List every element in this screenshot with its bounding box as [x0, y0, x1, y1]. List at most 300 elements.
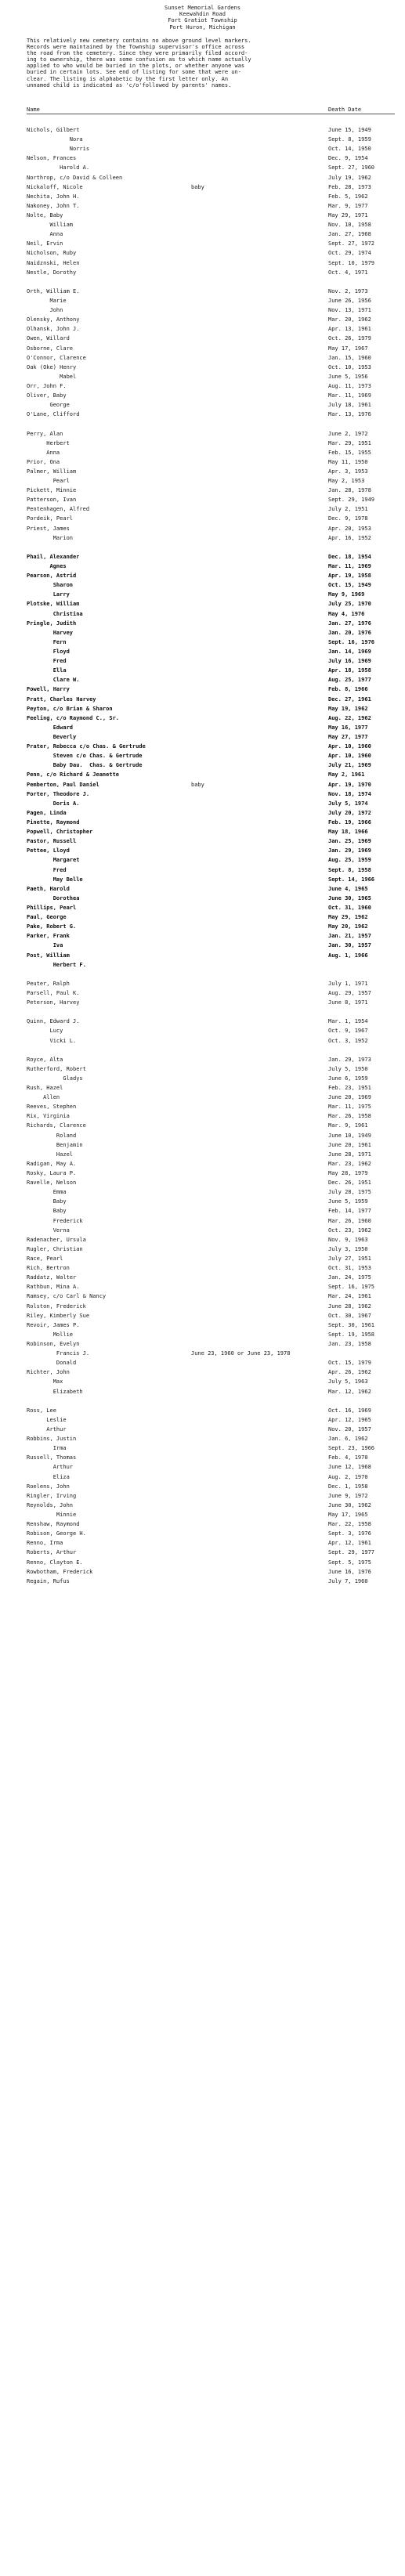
burial-name: Pinette, Raymond — [27, 818, 80, 826]
burial-entry — [27, 1540, 395, 1549]
burial-death-date: Apr. 19, 1970 — [328, 781, 371, 788]
burial-death-date: Oct. 31, 1953 — [328, 1265, 371, 1272]
burial-name: Benjamin — [27, 1141, 83, 1148]
burial-name: Rutherford, Robert — [27, 1065, 86, 1072]
burial-death-date: June 28, 1971 — [328, 1151, 371, 1158]
burial-entry — [27, 1180, 395, 1189]
burial-entry — [27, 1094, 395, 1104]
burial-entry — [27, 1426, 395, 1436]
burial-name: Vicki L. — [27, 1037, 77, 1044]
burial-death-date: Oct. 4, 1971 — [328, 269, 368, 276]
name-column-header: Name — [27, 107, 40, 113]
burial-entry — [27, 450, 395, 459]
burial-entry — [27, 1265, 395, 1274]
burial-death-date: Nov. 9, 1963 — [328, 1236, 368, 1243]
burial-entry — [27, 1274, 395, 1284]
burial-name: Reynolds, John — [27, 1501, 74, 1508]
burial-name: Ramsey, c/o Carl & Nancy — [27, 1293, 107, 1300]
burial-entry — [27, 696, 395, 706]
burial-death-date: June 15, 1949 — [328, 127, 371, 133]
burial-entry — [27, 771, 395, 781]
intro-line: buried in certain lots. See end of listing for some that were un- — [27, 69, 241, 76]
burial-entry — [27, 335, 395, 345]
burial-name: Popwell, Christopher — [27, 829, 93, 836]
burial-death-date: Mar. 12, 1962 — [328, 1388, 371, 1395]
section-gap — [27, 1047, 395, 1057]
burial-death-date: Apr. 12, 1961 — [328, 1540, 371, 1547]
burial-death-date: May 20, 1962 — [328, 923, 368, 930]
burial-name: Prior, Ona — [27, 458, 60, 465]
burial-death-date: Oct. 16, 1969 — [328, 1407, 371, 1414]
burial-name: Russell, Thomas — [27, 1454, 77, 1461]
burial-death-date: July 2, 1951 — [328, 506, 368, 513]
burial-death-date: Apr. 26, 1962 — [328, 1369, 371, 1376]
burial-death-date: Aug. 25, 1959 — [328, 857, 371, 864]
burial-death-date: June 12, 1968 — [328, 1464, 371, 1471]
burial-death-date: Sept. 10, 1979 — [328, 259, 375, 266]
burial-death-date: Oct. 26, 1979 — [328, 335, 371, 342]
burial-death-date: Jan. 14, 1969 — [328, 649, 371, 656]
burial-entry — [27, 667, 395, 677]
burial-entry — [27, 630, 395, 639]
burial-entry — [27, 146, 395, 155]
burial-death-date: Mar. 11, 1969 — [328, 563, 371, 570]
burial-entry — [27, 506, 395, 515]
burial-death-date: Sept. 30, 1961 — [328, 1321, 375, 1328]
burial-entry — [27, 316, 395, 326]
burial-death-date: July 21, 1969 — [328, 762, 371, 769]
burial-name: Peyton, c/o Brian & Sharon — [27, 705, 113, 712]
burial-entry — [27, 601, 395, 610]
burial-entry — [27, 1521, 395, 1530]
burial-entry — [27, 535, 395, 544]
burial-name: Hazel — [27, 1151, 74, 1158]
burial-entry — [27, 1322, 395, 1331]
burial-name: Powell, Harry — [27, 686, 70, 693]
burial-name: Steven c/o Chas. & Gertrude — [27, 753, 143, 760]
burial-name: Larry — [27, 591, 70, 598]
burial-name: Orr, John F. — [27, 382, 67, 389]
burial-name: Pratt, Charles Harvey — [27, 695, 96, 703]
burial-entry — [27, 724, 395, 734]
burial-entry — [27, 1445, 395, 1454]
burial-death-date: Apr. 12, 1965 — [328, 1416, 371, 1423]
burial-death-date: Apr. 16, 1952 — [328, 534, 371, 541]
burial-name: Emma — [27, 1189, 67, 1196]
burial-name: Priest, James — [27, 525, 70, 532]
burial-death-date: May 11, 1950 — [328, 458, 368, 465]
burial-name: Pickett, Minnie — [27, 487, 77, 494]
burial-death-date: Oct. 14, 1950 — [328, 146, 371, 153]
burial-name: Herbert F. — [27, 961, 86, 968]
burial-name: Nickaloff, Nicole — [27, 183, 83, 190]
burial-death-date: Sept. 14, 1966 — [328, 876, 375, 883]
burial-entry — [27, 203, 395, 212]
burial-name: Nelson, Frances — [27, 155, 77, 162]
burial-name: Baby Dau. Chas. & Gertrude — [27, 762, 143, 769]
burial-name: Pastor, Russell — [27, 838, 77, 845]
burial-entry — [27, 184, 395, 193]
burial-name: Rugler, Christian — [27, 1245, 83, 1252]
burial-entry — [27, 526, 395, 535]
burial-entry — [27, 1104, 395, 1113]
burial-death-date: Dec. 27, 1961 — [328, 695, 371, 703]
burial-death-date: Apr. 13, 1961 — [328, 326, 371, 333]
burial-death-date: Dec. 9, 1978 — [328, 515, 368, 522]
section-gap — [27, 1398, 395, 1407]
section-gap — [27, 421, 395, 430]
burial-name: Perry, Alan — [27, 430, 63, 437]
burial-name: Pearson, Astrid — [27, 573, 77, 580]
burial-death-date: Jan. 23, 1958 — [328, 1341, 371, 1347]
burial-name: Riley, Kimberly Sue — [27, 1312, 90, 1319]
burial-entry — [27, 1237, 395, 1246]
burial-name: Raddatz, Walter — [27, 1274, 77, 1281]
burial-name: Norris — [27, 146, 90, 153]
burial-name: Olhansk, John J. — [27, 326, 80, 333]
intro-line: unnamed child is indicated as 'c/o'followed by parents' names. — [27, 81, 232, 89]
burial-entry — [27, 222, 395, 231]
burial-death-date: Aug. 2, 1970 — [328, 1473, 368, 1480]
burial-entry — [27, 743, 395, 753]
burial-entry — [27, 1170, 395, 1180]
burial-entry — [27, 1028, 395, 1037]
burial-entry — [27, 981, 395, 990]
burial-death-date: Mar. 20, 1962 — [328, 316, 371, 323]
burial-death-date: May 18, 1966 — [328, 829, 368, 836]
burial-entry — [27, 1038, 395, 1047]
burial-list — [27, 127, 395, 1588]
document-header — [0, 5, 405, 31]
burial-death-date: May 17, 1967 — [328, 345, 368, 352]
burial-entry — [27, 1341, 395, 1350]
burial-entry — [27, 326, 395, 335]
burial-entry — [27, 1569, 395, 1578]
burial-name: Arthur — [27, 1464, 74, 1471]
burial-entry — [27, 431, 395, 440]
burial-entry — [27, 715, 395, 724]
burial-death-date: Feb. 19, 1966 — [328, 818, 371, 826]
burial-death-date: June 20, 1961 — [328, 1141, 371, 1148]
burial-entry — [27, 1085, 395, 1094]
burial-death-date: Aug. 25, 1977 — [328, 677, 371, 684]
burial-entry — [27, 345, 395, 355]
burial-death-date: Jan. 25, 1969 — [328, 838, 371, 845]
burial-entry — [27, 487, 395, 497]
burial-death-date: June 26, 1956 — [328, 297, 371, 304]
burial-death-date: June 16, 1976 — [328, 1568, 371, 1575]
burial-name: Royce, Alta — [27, 1056, 63, 1063]
burial-entry — [27, 1578, 395, 1588]
burial-entry — [27, 1331, 395, 1341]
burial-death-date: Jan. 21, 1957 — [328, 933, 371, 940]
burial-death-date: Mar. 29, 1951 — [328, 439, 371, 446]
burial-death-date: Aug. 1, 1966 — [328, 952, 368, 959]
burial-entry — [27, 952, 395, 962]
burial-name: Nestle, Dorothy — [27, 269, 77, 276]
burial-name: Revoir, James P. — [27, 1321, 80, 1328]
burial-name: O'Connor, Clarence — [27, 354, 86, 361]
burial-death-date: Feb. 5, 1962 — [328, 193, 368, 200]
burial-name: Marion — [27, 534, 74, 541]
burial-entry — [27, 1161, 395, 1170]
burial-death-date: Sept. 16, 1976 — [328, 638, 375, 645]
burial-death-date: June 30, 1965 — [328, 894, 371, 901]
burial-entry — [27, 1151, 395, 1161]
burial-name: Porter, Theodore J. — [27, 790, 90, 797]
burial-death-date: Feb. 4, 1970 — [328, 1454, 368, 1461]
burial-death-date: June 4, 1965 — [328, 885, 368, 892]
burial-entry — [27, 649, 395, 658]
burial-name: Verna — [27, 1227, 70, 1234]
burial-entry — [27, 136, 395, 146]
burial-entry — [27, 1208, 395, 1217]
section-gap — [27, 544, 395, 554]
burial-entry — [27, 762, 395, 771]
burial-entry — [27, 193, 395, 203]
burial-entry — [27, 1313, 395, 1322]
burial-name: Harold A. — [27, 164, 90, 172]
burial-entry — [27, 620, 395, 630]
burial-name: Rowbotham, Frederick — [27, 1568, 93, 1575]
burial-name: Peterson, Harvey — [27, 999, 80, 1006]
burial-entry — [27, 1369, 395, 1378]
burial-entry — [27, 1075, 395, 1085]
burial-entry — [27, 829, 395, 838]
burial-name: Renshaw, Raymond — [27, 1521, 80, 1528]
burial-entry — [27, 1350, 395, 1360]
burial-death-date: Feb. 15, 1955 — [328, 449, 371, 456]
burial-name: Neil, Ervin — [27, 240, 63, 247]
burial-entry — [27, 1512, 395, 1521]
burial-death-date: Sept. 3, 1976 — [328, 1530, 371, 1537]
burial-name: Lucy — [27, 1028, 63, 1035]
intro-line: This relatively new cemetery contains no above ground level markers. — [27, 38, 251, 44]
burial-name: Patterson, Ivan — [27, 497, 77, 504]
burial-death-date: May 19, 1962 — [328, 705, 368, 712]
burial-entry — [27, 1549, 395, 1559]
cemetery-title: Sunset Memorial Gardens — [165, 5, 240, 11]
burial-entry — [27, 440, 395, 450]
burial-death-date: May 4, 1976 — [328, 610, 365, 617]
burial-name: Floyd — [27, 649, 70, 656]
burial-death-date: June 5, 1959 — [328, 1198, 368, 1205]
burial-name: Olensky, Anthony — [27, 316, 80, 323]
burial-death-date: Jan. 29, 1969 — [328, 847, 371, 854]
burial-entry — [27, 175, 395, 184]
burial-name: Robinson, Evelyn — [27, 1341, 80, 1347]
burial-death-date: July 3, 1950 — [328, 1245, 368, 1252]
burial-death-date: Sept. 19, 1958 — [328, 1331, 375, 1338]
burial-death-date: Mar. 24, 1961 — [328, 1293, 371, 1300]
burial-death-date: Sept. 23, 1966 — [328, 1445, 375, 1452]
burial-name: Christina — [27, 610, 83, 617]
burial-name: Northrop, c/o David & Colleen — [27, 174, 123, 181]
intro-line: the road from the cemetery. Since they were primarily filed accord- — [27, 50, 248, 57]
burial-entry — [27, 240, 395, 250]
burial-entry — [27, 962, 395, 971]
burial-death-date: June 6, 1959 — [328, 1075, 368, 1082]
burial-name: Minnie — [27, 1511, 77, 1518]
burial-death-date: Dec. 18, 1954 — [328, 553, 371, 560]
burial-death-date: Oct. 30, 1967 — [328, 1312, 371, 1319]
burial-note: baby — [191, 781, 204, 788]
burial-entry — [27, 1218, 395, 1227]
burial-death-date: Nov. 10, 1958 — [328, 222, 371, 229]
burial-entry — [27, 402, 395, 411]
burial-entry — [27, 942, 395, 952]
burial-name: Donald — [27, 1360, 77, 1367]
burial-name: Ringler, Irving — [27, 1492, 77, 1499]
burial-name: Phail, Alexander — [27, 553, 80, 560]
burial-entry — [27, 999, 395, 1009]
burial-name: Parsell, Paul K. — [27, 989, 80, 996]
burial-note: baby — [191, 183, 204, 190]
burial-name: William — [27, 222, 74, 229]
burial-death-date: June 9, 1972 — [328, 1492, 368, 1499]
burial-name: Baby — [27, 1208, 67, 1215]
burial-name: Roberts, Arthur — [27, 1549, 77, 1556]
burial-death-date: Sept. 27, 1960 — [328, 164, 375, 172]
burial-death-date: Jan. 29, 1973 — [328, 1056, 371, 1063]
burial-death-date: Mar. 11, 1975 — [328, 1104, 371, 1111]
burial-name: Anna — [27, 449, 60, 456]
burial-entry — [27, 810, 395, 819]
burial-death-date: July 28, 1975 — [328, 1189, 371, 1196]
burial-name: Margaret — [27, 857, 80, 864]
intro-line: clear. The listing is alphabetic by the first letter only. An — [27, 75, 229, 82]
burial-death-date: May 28, 1979 — [328, 1170, 368, 1177]
burial-name: Post, William — [27, 952, 70, 959]
burial-death-date: July 7, 1960 — [328, 1577, 368, 1584]
burial-entry — [27, 1284, 395, 1293]
burial-name: Elizabeth — [27, 1388, 83, 1395]
burial-name: Doris A. — [27, 800, 80, 807]
burial-entry — [27, 686, 395, 695]
burial-entry — [27, 164, 395, 174]
burial-entry — [27, 573, 395, 582]
burial-entry — [27, 260, 395, 269]
burial-name: Pentenhagen, Alfred — [27, 506, 90, 513]
burial-death-date: July 18, 1961 — [328, 402, 371, 409]
burial-name: Nolte, Baby — [27, 211, 63, 219]
burial-death-date: Dec. 9, 1954 — [328, 155, 368, 162]
burial-entry — [27, 819, 395, 829]
burial-death-date: Sept. 8, 1958 — [328, 866, 371, 873]
burial-name: Rix, Virginia — [27, 1113, 70, 1120]
burial-death-date: Feb. 14, 1977 — [328, 1208, 371, 1215]
burial-name: Nechita, John H. — [27, 193, 80, 200]
burial-death-date: Mar. 23, 1962 — [328, 1160, 371, 1167]
burial-entry — [27, 1066, 395, 1075]
burial-death-date: Sept. 27, 1972 — [328, 240, 375, 247]
burial-death-date: May 2, 1953 — [328, 478, 365, 485]
burial-name: Renno, Clayton E. — [27, 1559, 83, 1566]
burial-entry — [27, 658, 395, 667]
burial-name: Oliver, Baby — [27, 392, 67, 399]
burial-entry — [27, 1303, 395, 1313]
burial-name: Rathbun, Mina A. — [27, 1284, 80, 1291]
burial-death-date: May 29, 1971 — [328, 211, 368, 219]
burial-death-date: June 28, 1962 — [328, 1302, 371, 1310]
burial-death-date: May 17, 1965 — [328, 1511, 368, 1518]
burial-name: Marie — [27, 297, 67, 304]
burial-death-date: July 25, 1970 — [328, 601, 371, 608]
burial-death-date: Mar. 26, 1958 — [328, 1113, 371, 1120]
burial-name: Renno, Irma — [27, 1540, 63, 1547]
burial-death-date: Aug. 29, 1957 — [328, 989, 371, 996]
burial-entry — [27, 1255, 395, 1265]
burial-name: Pettee, Lloyd — [27, 847, 70, 854]
burial-entry — [27, 1133, 395, 1142]
burial-entry — [27, 867, 395, 876]
burial-entry — [27, 288, 395, 298]
intro-line: applied to who would be buried in the plots, or whether anyone was — [27, 63, 245, 70]
burial-death-date: May 29, 1962 — [328, 914, 368, 921]
burial-death-date: Jan. 15, 1960 — [328, 354, 371, 361]
cemetery-township: Fort Gratiot Township — [168, 17, 237, 24]
burial-name: Rosky, Laura P. — [27, 1170, 77, 1177]
burial-entry — [27, 478, 395, 487]
burial-entry — [27, 563, 395, 573]
burial-name: Quinn, Edward J. — [27, 1018, 80, 1025]
burial-entry — [27, 591, 395, 601]
burial-entry — [27, 782, 395, 791]
burial-death-date: July 27, 1951 — [328, 1255, 371, 1263]
burial-death-date: Oct. 15, 1979 — [328, 1360, 371, 1367]
burial-entry — [27, 1189, 395, 1198]
burial-name: Gladys — [27, 1075, 83, 1082]
burial-death-date: Jan. 6, 1962 — [328, 1436, 368, 1443]
burial-name: Nora — [27, 136, 83, 143]
burial-death-date: Oct. 29, 1974 — [328, 250, 371, 257]
burial-death-date: Apr. 10, 1960 — [328, 743, 371, 750]
burial-death-date: Mar. 13, 1976 — [328, 411, 371, 418]
burial-name: Robison, George H. — [27, 1530, 86, 1537]
burial-entry — [27, 706, 395, 715]
burial-death-date: June 2, 1972 — [328, 430, 368, 437]
burial-death-date: Feb. 23, 1951 — [328, 1085, 371, 1092]
burial-death-date: Mar. 26, 1960 — [328, 1217, 371, 1224]
burial-entry — [27, 857, 395, 866]
burial-entry — [27, 1464, 395, 1473]
burial-entry — [27, 1246, 395, 1255]
burial-name: Owen, Willard — [27, 335, 70, 342]
burial-entry — [27, 1227, 395, 1237]
burial-entry — [27, 838, 395, 847]
burial-death-date: Mar. 9, 1961 — [328, 1122, 368, 1129]
burial-entry — [27, 876, 395, 886]
burial-entry — [27, 468, 395, 478]
burial-death-date: May 16, 1977 — [328, 724, 368, 731]
burial-name: Agnes — [27, 563, 67, 570]
intro-paragraph — [27, 38, 383, 89]
burial-entry — [27, 1113, 395, 1122]
burial-name: Paeth, Harold — [27, 885, 70, 892]
burial-death-date: Nov. 20, 1957 — [328, 1425, 371, 1433]
burial-entry — [27, 212, 395, 222]
burial-name: Max — [27, 1378, 63, 1386]
burial-death-date: Nov. 13, 1971 — [328, 307, 371, 314]
cemetery-road: Keewahdin Road — [179, 11, 226, 18]
burial-name: Paul, George — [27, 914, 67, 921]
burial-death-date: Feb. 8, 1966 — [328, 686, 368, 693]
burial-name: Pemberton, Paul Daniel — [27, 781, 99, 788]
burial-entry — [27, 127, 395, 136]
burial-entry — [27, 383, 395, 392]
burial-entry — [27, 374, 395, 383]
burial-death-date: Sept. 29, 1977 — [328, 1549, 375, 1556]
